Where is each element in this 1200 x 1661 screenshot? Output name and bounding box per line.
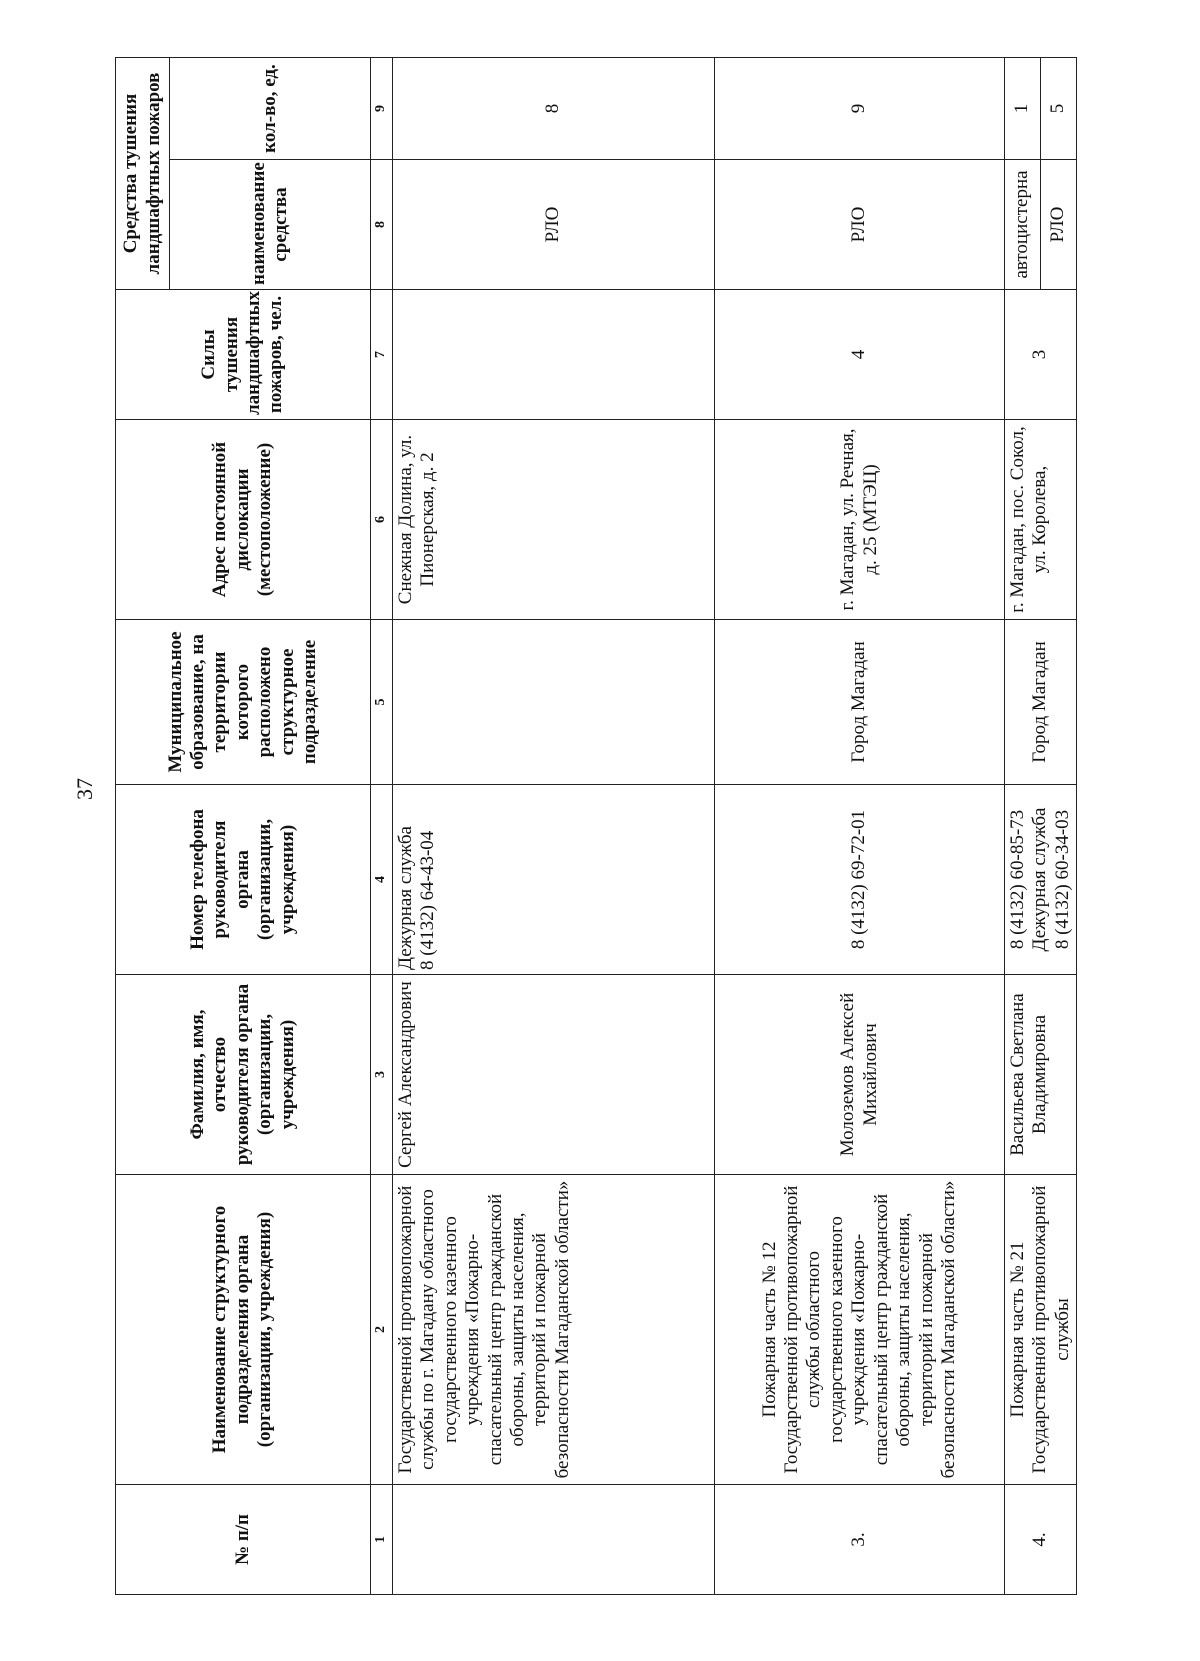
- head-fio: Васильева Светлана Владимировна: [1005, 975, 1077, 1175]
- col-header-address: Адрес постоянной дислокации (местоположение): [116, 420, 371, 620]
- municipality: Город Магадан: [715, 620, 1005, 785]
- index-cell: 1: [371, 1485, 393, 1595]
- col-header-num: № п/п: [116, 1485, 371, 1595]
- phone-line: 8 (4132) 69-72-01: [848, 809, 870, 950]
- unit-name: Государственной противопожарной службы по г. Магадану областного государственного казенного учреждения «Пожарно-спасательный центр гражданской обороны, защиты населения, территорий и пожарной безопасности Магаданской области»: [393, 1175, 715, 1485]
- table-row: [393, 58, 715, 1595]
- head-phone: [715, 785, 1005, 975]
- col-header-phone: Номер телефона руководителя органа (организации, учреждения): [116, 785, 371, 975]
- phone-line: 8 (4132) 64-43-04: [417, 830, 439, 970]
- index-cell: 9: [371, 58, 393, 160]
- forces: [393, 290, 715, 420]
- phone-line: 8 (4132) 60-34-03: [1051, 809, 1073, 950]
- means-name: РЛО: [715, 160, 1005, 290]
- means-name: РЛО: [1041, 160, 1077, 290]
- phone-line: 8 (4132) 60-85-73: [1007, 809, 1028, 950]
- phone-line: Дежурная служба: [395, 826, 416, 970]
- address: Снежная Долина, ул. Пионерская, д. 2: [393, 420, 715, 620]
- means-name: РЛО: [393, 160, 715, 290]
- unit-name: Пожарная часть № 21 Государственной противопожарной службы: [1005, 1175, 1077, 1485]
- index-row: [371, 58, 393, 1595]
- phone-line: Дежурная служба: [1029, 807, 1051, 952]
- index-cell: 4: [371, 785, 393, 975]
- forces: 4: [715, 290, 1005, 420]
- col-header-means-name: наименование средства: [170, 160, 371, 290]
- col-header-name: Наименование структурного подразделения органа (организации, учреждения): [116, 1175, 371, 1485]
- head-phone: [1005, 785, 1077, 975]
- index-cell: 6: [371, 420, 393, 620]
- page-number: 37: [72, 778, 97, 800]
- municipality: Город Магадан: [1005, 620, 1077, 785]
- head-fio: Молоземов Алексей Михайлович: [715, 975, 1005, 1175]
- header-row: [116, 58, 170, 1595]
- index-cell: 3: [371, 975, 393, 1175]
- municipality: [393, 620, 715, 785]
- address: г. Магадан, пос. Сокол, ул. Королева,: [1005, 420, 1077, 620]
- rotated-page: [115, 58, 1073, 1595]
- col-header-forces: Силы тушения ландшафтных пожаров, чел.: [116, 290, 371, 420]
- row-num: [393, 1485, 715, 1595]
- col-header-means-qty: кол-во, ед.: [170, 58, 371, 160]
- index-cell: 2: [371, 1175, 393, 1485]
- address: г. Магадан, ул. Речная, д. 25 (МТЭЦ): [715, 420, 1005, 620]
- col-header-mo: Муниципальное образование, на территории которого расположено структурное подразделение: [116, 620, 371, 785]
- unit-name: Пожарная часть № 12 Государственной противопожарной службы областного государственного казенного учреждения «Пожарно-спасательный центр гражданской обороны, защиты населения, территорий и пожарной безопасности Магаданской области»: [715, 1175, 1005, 1485]
- row-num: 3.: [715, 1485, 1005, 1595]
- means-qty: 8: [393, 58, 715, 160]
- means-qty: 5: [1041, 58, 1077, 160]
- col-header-means-group: Средства тушения ландшафтных пожаров: [116, 58, 170, 290]
- table-row: [715, 58, 1005, 1595]
- head-fio: Сергей Александрович: [393, 975, 715, 1175]
- fire-units-table: [115, 57, 1077, 1595]
- means-qty: 1: [1005, 58, 1041, 160]
- index-cell: 8: [371, 160, 393, 290]
- table-row: [1005, 58, 1041, 1595]
- index-cell: 5: [371, 620, 393, 785]
- row-num: 4.: [1005, 1485, 1077, 1595]
- means-name: автоцистерна: [1005, 160, 1041, 290]
- col-header-fio: Фамилия, имя, отчество руководителя органа (организации, учреждения): [116, 975, 371, 1175]
- forces: 3: [1005, 290, 1077, 420]
- means-qty: 9: [715, 58, 1005, 160]
- head-phone: [393, 785, 715, 975]
- index-cell: 7: [371, 290, 393, 420]
